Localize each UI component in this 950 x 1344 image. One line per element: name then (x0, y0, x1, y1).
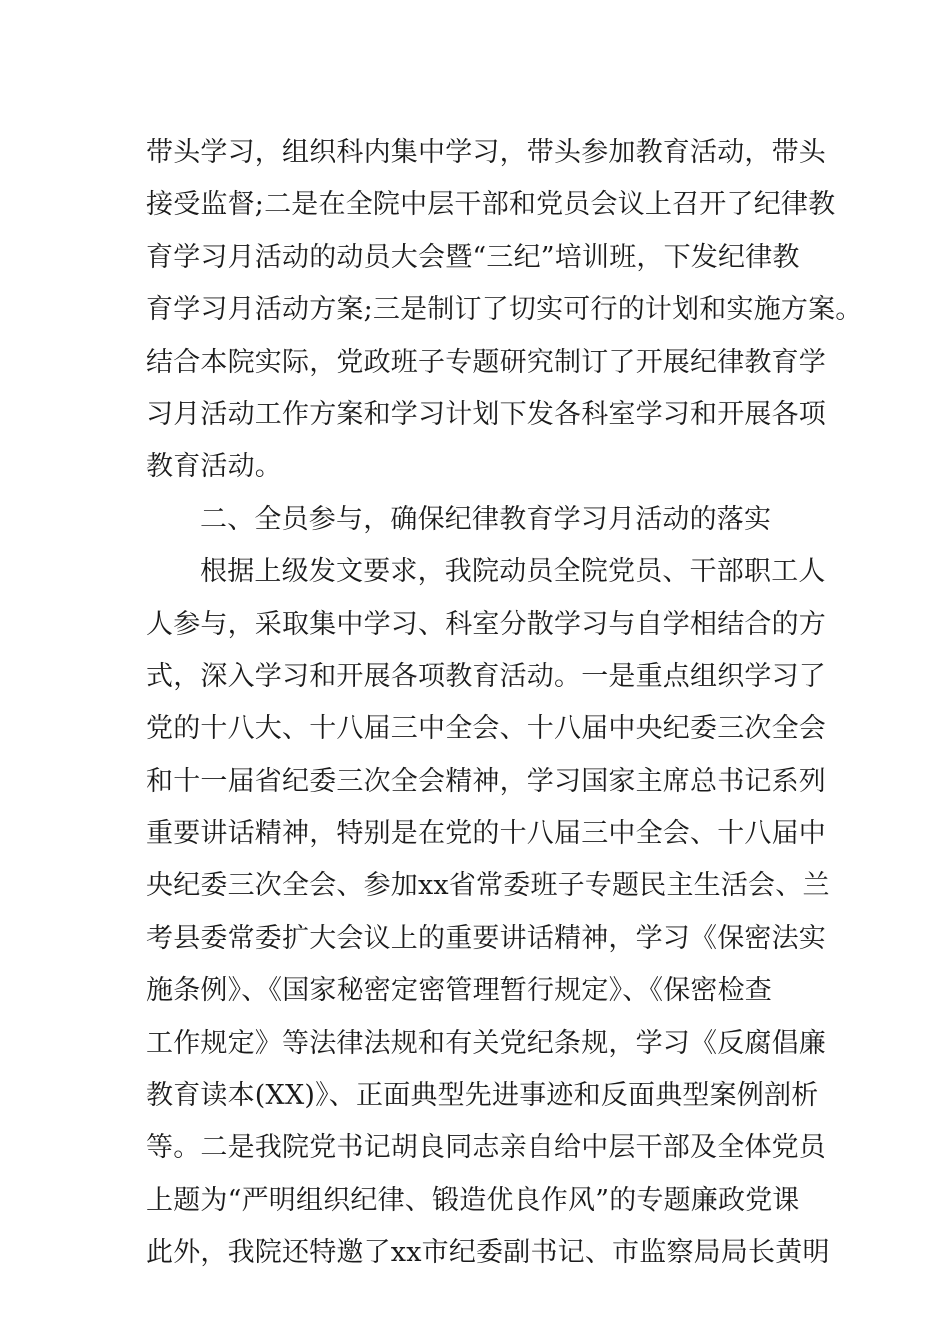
text-line: 人参与，采取集中学习、科室分散学习与自学相结合的方 (146, 608, 826, 640)
text-line: 工作规定》等法律法规和有关党纪条规，学习《反腐倡廉 (146, 1027, 826, 1059)
text-line: 央纪委三次全会、参加xx省常委班子专题民主生活会、兰 (146, 870, 830, 902)
text-line: 式，深入学习和开展各项教育活动。一是重点组织学习了 (146, 660, 826, 692)
text-line: 教育读本(XX)》、正面典型先进事迹和反面典型案例剖析 (146, 1080, 819, 1112)
text-line: 习月活动工作方案和学习计划下发各科室学习和开展各项 (146, 398, 826, 430)
paragraph-first-line: 根据上级发文要求，我院动员全院党员、干部职工人 (200, 556, 826, 588)
text-line: 带头学习，组织科内集中学习，带头参加教育活动，带头 (146, 137, 826, 168)
text-line: 和十一届省纪委三次全会精神，学习国家主席总书记系列 (146, 765, 826, 797)
text-line: 上题为“严明组织纪律、锻造优良作风”的专题廉政党课 (146, 1184, 800, 1216)
section-heading: 二、全员参与，确保纪律教育学习月活动的落实 (200, 503, 772, 535)
text-line: 教育活动。 (146, 451, 282, 483)
text-line: 育学习月活动的动员大会暨“三纪”培训班，下发纪律教 (146, 241, 800, 273)
text-line: 施条例》、《国家秘密定密管理暂行规定》、《保密检查 (146, 975, 772, 1007)
text-line: 育学习月活动方案;三是制订了切实可行的计划和实施方案。 (146, 294, 863, 326)
text-line: 结合本院实际，党政班子专题研究制订了开展纪律教育学 (146, 346, 826, 378)
document-body (146, 127, 863, 1280)
text-line: 考县委常委扩大会议上的重要讲话精神，学习《保密法实 (146, 922, 826, 954)
text-line: 接受监督;二是在全院中层干部和党员会议上召开了纪律教 (146, 189, 836, 221)
text-line: 等。二是我院党书记胡良同志亲自给中层干部及全体党员 (146, 1132, 826, 1164)
text-line: 此外，我院还特邀了xx市纪委副书记、市监察局局长黄明 (146, 1237, 830, 1269)
text-line: 重要讲话精神，特别是在党的十八届三中全会、十八届中 (146, 818, 826, 850)
text-line: 党的十八大、十八届三中全会、十八届中央纪委三次全会 (146, 713, 826, 745)
